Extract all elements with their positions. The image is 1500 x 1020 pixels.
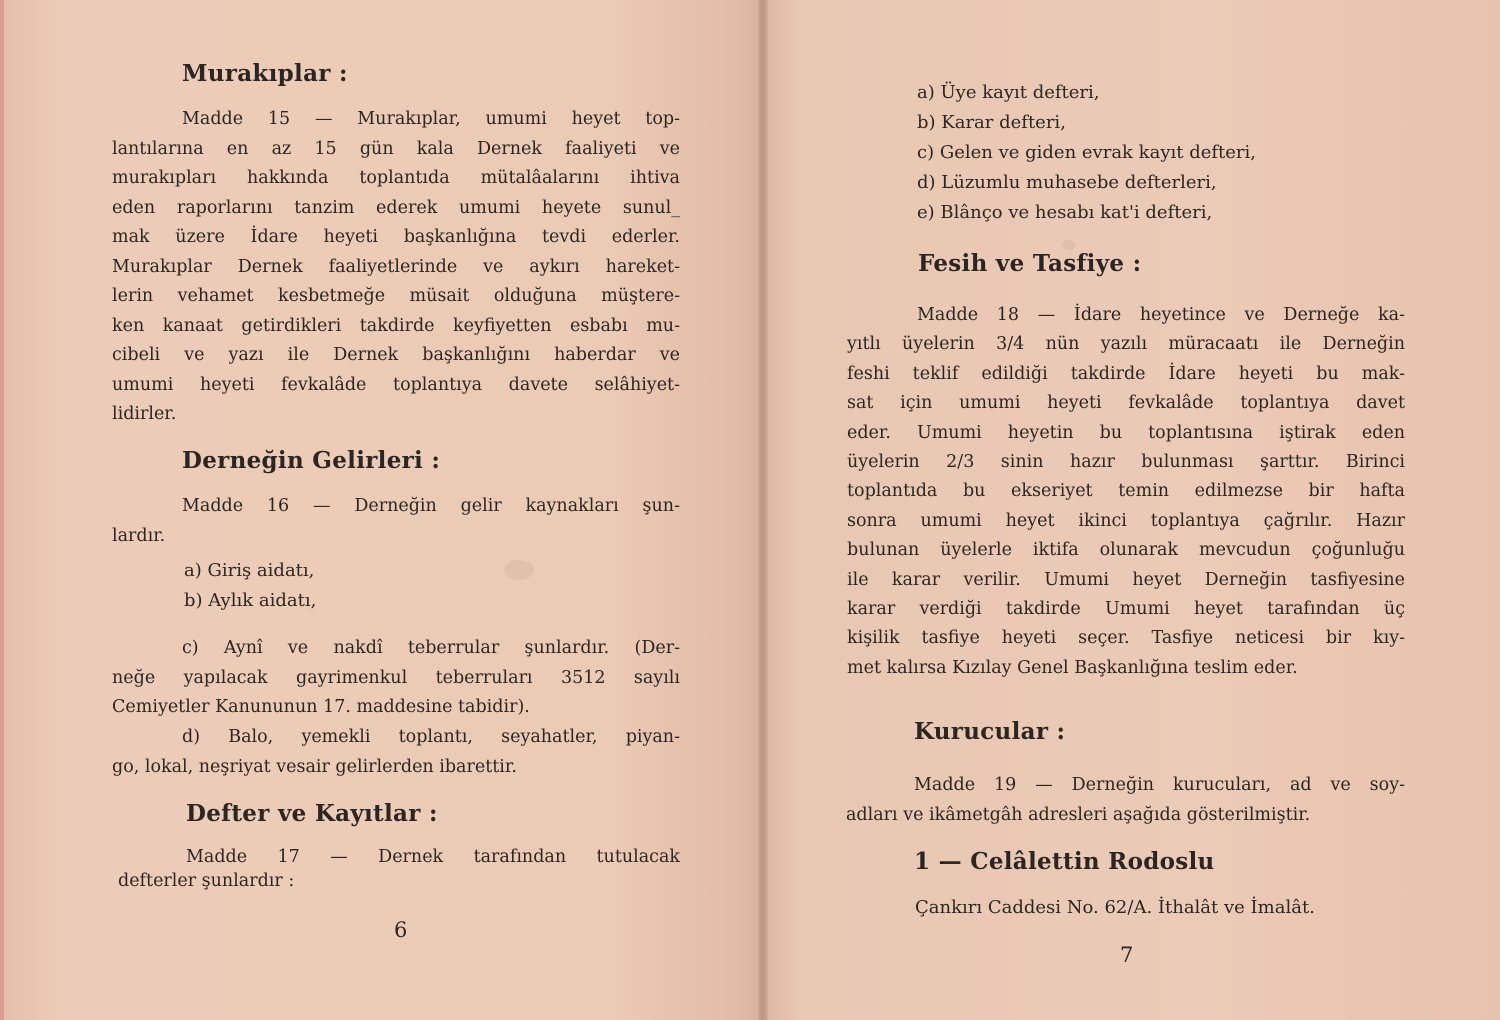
defter-item-d: d) Lüzumlu muhasebe defterleri, <box>917 172 1217 193</box>
madde-19-paragraph <box>846 771 1405 830</box>
text-line: Madde 15 — Murakıplar, umumi heyet top- <box>182 109 680 129</box>
right-page <box>762 0 1500 1020</box>
text-line: sonra umumi heyet ikinci toplantıya çağrılır. Hazır <box>847 510 1405 531</box>
madde-17-paragraph <box>118 845 680 893</box>
text-line: Madde 19 — Derneğin kurucuları, ad ve soy- <box>914 775 1405 795</box>
text-line: toplantıda bu ekseriyet temin edilmezse bir hafta <box>847 481 1405 502</box>
text-line: Murakıplar Dernek faaliyetlerinde ve aykırı hareket- <box>112 256 680 277</box>
text-line: lerin vehamet kesbetmeğe müsait olduğuna müştere- <box>112 286 680 306</box>
text-line: Cemiyetler Kanununun 17. maddesine tabidir). <box>112 697 530 717</box>
text-line: umumi heyeti fevkalâde toplantıya davete selâhiyet- <box>112 374 680 395</box>
text-line: yıtlı üyelerin 3/4 nün yazılı müracaatı ile Derneğin <box>847 334 1405 355</box>
text-line: bulunan üyelerle iktifa olunarak mevcudun çoğunluğu <box>847 540 1405 561</box>
madde-16-paragraph <box>112 492 680 551</box>
gelir-item-c <box>112 634 680 723</box>
defter-item-b: b) Karar defteri, <box>917 112 1066 133</box>
defter-item-c: c) Gelen ve giden evrak kayıt defteri, <box>917 142 1257 163</box>
text-line: mak üzere İdare heyeti başkanlığına tevdi ederler. <box>112 227 680 247</box>
text-line: eder. Umumi heyetin bu toplantısına iştirak eden <box>847 422 1405 443</box>
text-line: c) Aynî ve nakdî teberrular şunlardır. (Der- <box>182 638 680 658</box>
madde-15-paragraph <box>112 105 680 430</box>
heading-kurucular: Kurucular : <box>914 718 1066 745</box>
text-line: feshi teklif edildiği takdirde İdare heyeti bu mak- <box>847 363 1405 384</box>
text-line: ken kanaat getirdikleri takdirde keyfiyetten esbabı mu- <box>112 315 680 336</box>
text-line: üyelerin 2/3 sinin hazır bulunması şarttır. Birinci <box>847 452 1405 473</box>
text-line: lantılarına en az 15 gün kala Dernek faaliyeti ve <box>112 138 680 159</box>
text-line: lardır. <box>112 525 166 546</box>
text-line: go, lokal, neşriyat vesair gelirlerden ibarettir. <box>112 756 517 777</box>
book-gutter <box>758 0 768 1020</box>
text-line: Madde 17 — Dernek tarafından tutulacak <box>186 847 680 867</box>
text-line: lidirler. <box>112 404 177 424</box>
text-line: eden raporlarını tanzim ederek umumi heyete sunul_ <box>112 197 680 218</box>
text-line: kişilik tasfiye heyeti seçer. Tasfiye neticesi bir kıy- <box>847 628 1405 649</box>
paper-stain <box>504 560 534 580</box>
text-line: Madde 16 — Derneğin gelir kaynakları şun- <box>182 496 680 516</box>
text-line: Madde 18 — İdare heyetince ve Derneğe ka- <box>917 305 1405 325</box>
defter-item-e: e) Blânço ve hesabı kat'i defteri, <box>917 202 1213 223</box>
page-number-left: 6 <box>394 918 408 942</box>
gelir-item-a: a) Giriş aidatı, <box>184 560 315 581</box>
page-number-right: 7 <box>1120 943 1134 967</box>
founder-address: Çankırı Caddesi No. 62/A. İthalât ve İmalât. <box>915 897 1315 918</box>
heading-murakiplar: Murakıplar : <box>182 60 348 87</box>
text-line: ile karar verilir. Umumi heyet Derneğin tasfiyesine <box>847 569 1405 590</box>
text-line: defterler şunlardır : <box>118 871 295 891</box>
heading-dernegin-gelirleri: Derneğin Gelirleri : <box>182 447 441 474</box>
text-line: neğe yapılacak gayrimenkul teberruları 3512 sayılı <box>112 667 680 688</box>
gelir-item-b: b) Aylık aidatı, <box>184 590 317 611</box>
text-line: d) Balo, yemekli toplantı, seyahatler, piyan- <box>182 727 680 747</box>
text-line: murakıpları hakkında toplantıda mütalâalarını ihtiva <box>112 168 680 188</box>
text-line: cibeli ve yazı ile Dernek başkanlığını haberdar ve <box>112 345 680 365</box>
text-line: met kalırsa Kızılay Genel Başkanlığına teslim eder. <box>847 657 1298 678</box>
defter-item-a: a) Üye kayıt defteri, <box>917 82 1100 103</box>
text-line: adları ve ikâmetgâh adresleri aşağıda gösterilmiştir. <box>846 804 1311 825</box>
madde-18-paragraph <box>847 301 1405 683</box>
text-line: sat için umumi heyeti fevkalâde toplantıya davet <box>847 393 1405 414</box>
heading-fesih-ve-tasfiye: Fesih ve Tasfiye : <box>918 250 1142 277</box>
gelir-item-d <box>112 723 680 782</box>
founder-name: 1 — Celâlettin Rodoslu <box>914 848 1215 875</box>
heading-defter-ve-kayitlar: Defter ve Kayıtlar : <box>186 800 438 827</box>
text-line: karar verdiği takdirde Umumi heyet tarafından üç <box>847 599 1405 620</box>
paper-stain <box>1062 240 1076 250</box>
